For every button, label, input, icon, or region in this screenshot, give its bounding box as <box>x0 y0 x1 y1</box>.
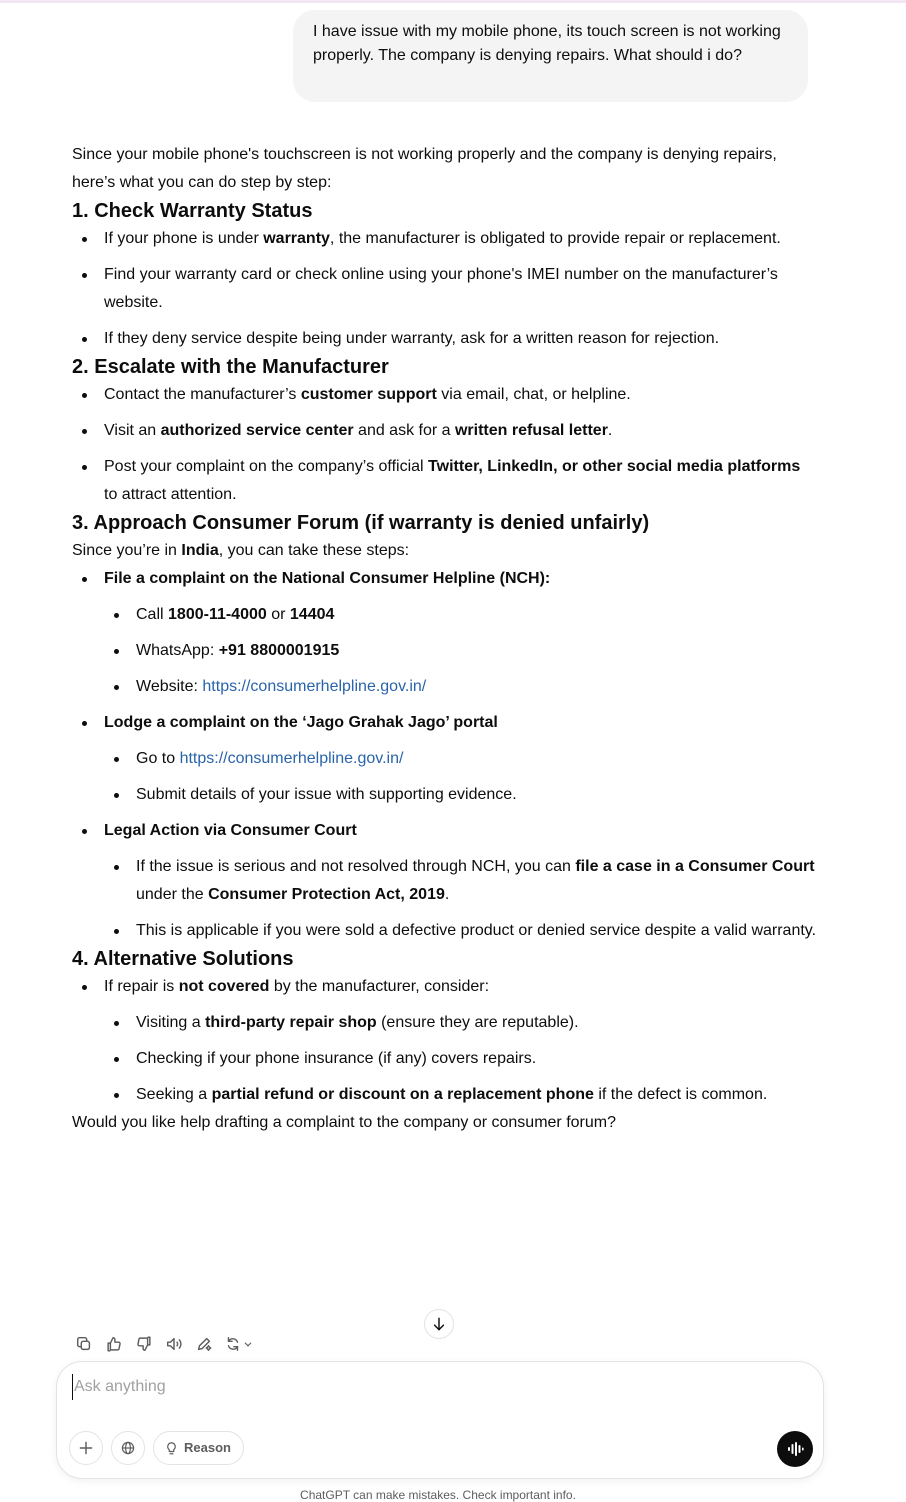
section-2-list <box>72 381 817 509</box>
thumbs-down-icon[interactable] <box>132 1332 156 1356</box>
list-item: Visit an authorized service center and ask for a written refusal letter. <box>72 417 817 445</box>
section-3-list <box>72 565 817 945</box>
list-item: If the issue is serious and not resolved through NCH, you can file a case in a Consumer Court under the Consumer Protection Act, 2019. <box>104 853 817 909</box>
top-divider <box>0 0 906 3</box>
web-search-button[interactable] <box>111 1431 145 1465</box>
list-item: Call 1800-11-4000 or 14404 <box>104 601 817 629</box>
arrow-down-icon <box>431 1316 447 1332</box>
section-heading-4: 4. Alternative Solutions <box>72 948 294 970</box>
nch-sublist <box>104 601 817 701</box>
list-item: If your phone is under warranty, the manufacturer is obligated to provide repair or replacement. <box>72 225 817 253</box>
list-item: Go to https://consumerhelpline.gov.in/ <box>104 745 817 773</box>
section-1-list <box>72 225 817 353</box>
list-item: Checking if your phone insurance (if any) covers repairs. <box>104 1045 817 1073</box>
user-message-text: I have issue with my mobile phone, its touch screen is not working properly. The company is denying repairs. What should i do? <box>313 23 781 64</box>
alternatives-sublist <box>104 1009 817 1109</box>
legal-sublist <box>104 853 817 945</box>
legal-title: Legal Action via Consumer Court <box>104 822 357 839</box>
composer <box>56 1361 824 1479</box>
consumer-helpline-link[interactable]: https://consumerhelpline.gov.in/ <box>202 678 427 695</box>
user-message-bubble <box>293 10 808 102</box>
list-item: Find your warranty card or check online using your phone's IMEI number on the manufacturer’s website. <box>72 261 817 317</box>
list-item: If repair is not covered by the manufacturer, consider: Visiting a third-party repair shop (ensure they are reputable). Checking if your phone insurance (if any) covers repairs. Seeking a partial refund or discount on a replacement phone if the defect is common. <box>72 973 817 1109</box>
thumbs-up-icon[interactable] <box>102 1332 126 1356</box>
list-item: Post your complaint on the company’s official Twitter, LinkedIn, or other social media platforms to attract attention. <box>72 453 817 509</box>
list-item <box>72 709 817 809</box>
jago-portal-link[interactable]: https://consumerhelpline.gov.in/ <box>179 750 404 767</box>
voice-mode-button[interactable] <box>777 1431 813 1467</box>
list-item: WhatsApp: +91 8800001915 <box>104 637 817 665</box>
prompt-input[interactable] <box>72 1374 776 1400</box>
reason-label: Reason <box>184 1440 231 1455</box>
answer-intro: Since your mobile phone's touchscreen is not working properly and the company is denying repairs, here’s what you can do step by step: <box>72 146 777 191</box>
copy-icon[interactable] <box>72 1332 96 1356</box>
lightbulb-icon <box>164 1441 179 1456</box>
list-item: Website: https://consumerhelpline.gov.in/ <box>104 673 817 701</box>
message-actions <box>72 1332 256 1356</box>
list-item <box>72 817 817 945</box>
disclaimer-footer: ChatGPT can make mistakes. Check important info. <box>300 1488 576 1502</box>
scroll-down-button[interactable] <box>424 1309 454 1339</box>
section-heading-3: 3. Approach Consumer Forum (if warranty is denied unfairly) <box>72 512 650 534</box>
list-item: Visiting a third-party repair shop (ensure they are reputable). <box>104 1009 817 1037</box>
read-aloud-icon[interactable] <box>162 1332 186 1356</box>
jago-title: Lodge a complaint on the ‘Jago Grahak Jago’ portal <box>104 714 498 731</box>
list-item <box>72 565 817 701</box>
chevron-down-icon <box>242 1338 254 1350</box>
list-item: Seeking a partial refund or discount on a replacement phone if the defect is common. <box>104 1081 817 1109</box>
add-attachment-button[interactable] <box>69 1431 103 1465</box>
section-3-intro: Since you’re in India, you can take these steps: <box>72 542 410 559</box>
list-item: If they deny service despite being under warranty, ask for a written reason for rejection. <box>72 325 817 353</box>
jago-sublist <box>104 745 817 809</box>
list-item: This is applicable if you were sold a defective product or denied service despite a valid warranty. <box>104 917 817 945</box>
list-item: Submit details of your issue with supporting evidence. <box>104 781 817 809</box>
nch-title: File a complaint on the National Consumer Helpline (NCH): <box>104 570 551 587</box>
reason-button[interactable] <box>153 1431 244 1465</box>
section-heading-1: 1. Check Warranty Status <box>72 200 313 222</box>
list-item: Contact the manufacturer’s customer support via email, chat, or helpline. <box>72 381 817 409</box>
answer-closing: Would you like help drafting a complaint to the company or consumer forum? <box>72 1114 616 1131</box>
edit-canvas-icon[interactable] <box>192 1332 216 1356</box>
regenerate-icon[interactable] <box>222 1332 256 1356</box>
assistant-response <box>72 141 817 1137</box>
plus-icon <box>78 1440 94 1456</box>
voice-waveform-icon <box>785 1439 805 1459</box>
section-heading-2: 2. Escalate with the Manufacturer <box>72 356 389 378</box>
section-4-list <box>72 973 817 1109</box>
globe-icon <box>120 1440 136 1456</box>
